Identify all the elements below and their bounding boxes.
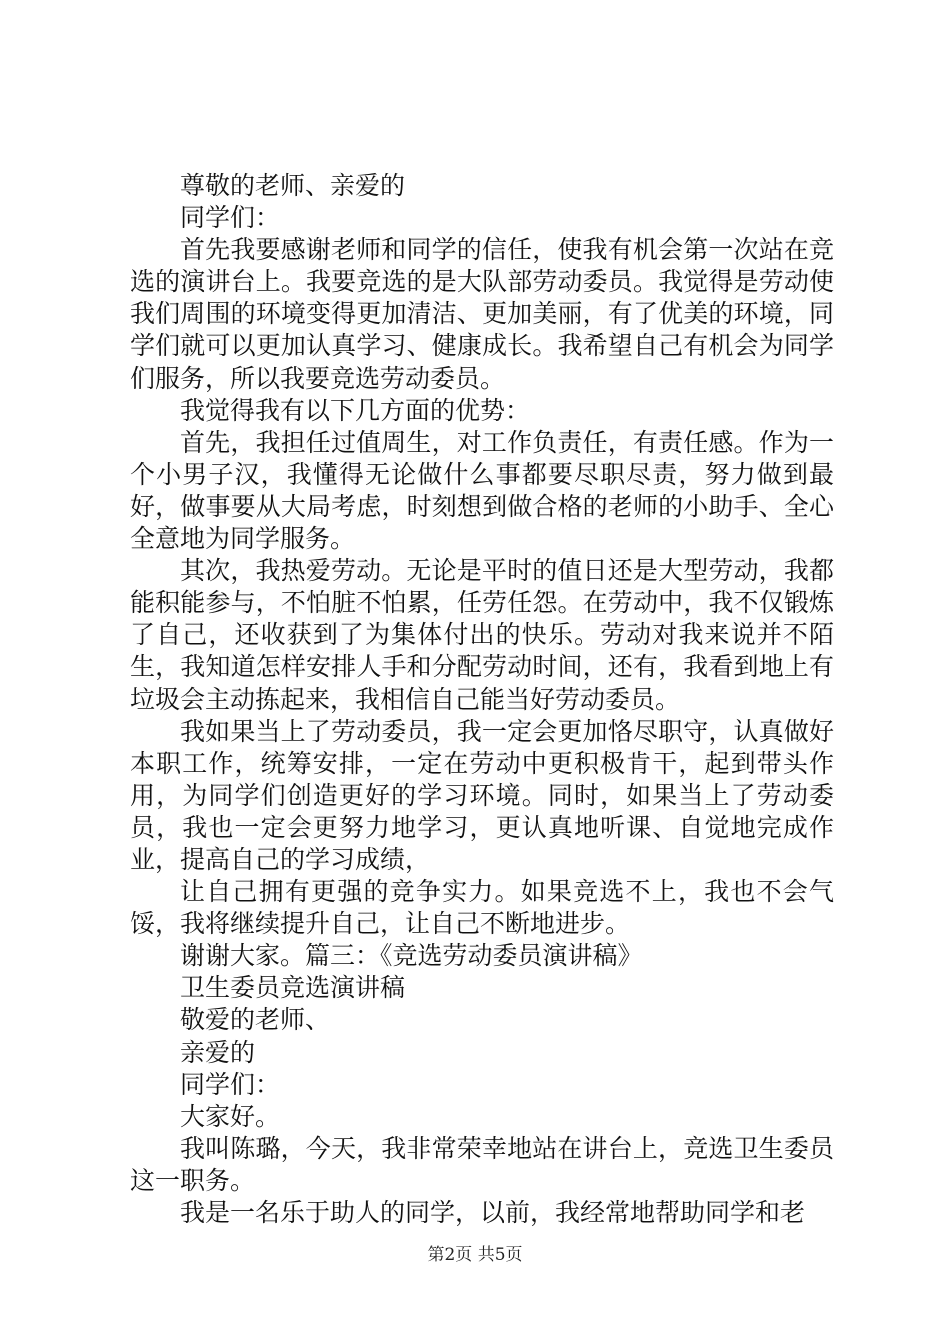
paragraph-9: 谢谢大家。篇三：《竞选劳动委员演讲稿》 bbox=[180, 941, 643, 971]
paragraph-4: 我觉得我有以下几方面的优势： bbox=[180, 395, 531, 425]
paragraph-14: 大家好。 bbox=[180, 1101, 281, 1131]
paragraph-2: 同学们： bbox=[180, 203, 281, 233]
paragraph-5: 首先，我担任过值周生，对工作负责任，有责任感。作为一个小男子汉，我懂得无论做什么事都要尽职尽责，努力做到最好，做事要从大局考虑，时刻想到做合格的老师的小助手、全心全意地为同学服务。 bbox=[130, 427, 834, 554]
paragraph-15: 我叫陈璐，今天，我非常荣幸地站在讲台上，竞选卫生委员这一职务。 bbox=[130, 1133, 834, 1195]
document-body bbox=[130, 170, 834, 1229]
paragraph-6: 其次，我热爱劳动。无论是平时的值日还是大型劳动，我都能积能参与，不怕脏不怕累，任劳任怨。在劳动中，我不仅锻炼了自己，还收获到了为集体付出的快乐。劳动对我来说并不陌生，我知道怎样安排人手和分配劳动时间，还有，我看到地上有垃圾会主动拣起来，我相信自己能当好劳动委员。 bbox=[130, 556, 834, 714]
paragraph-13: 同学们： bbox=[180, 1069, 281, 1099]
paragraph-16: 我是一名乐于助人的同学，以前，我经常地帮助同学和老 bbox=[180, 1198, 806, 1227]
paragraph-7: 我如果当上了劳动委员，我一定会更加恪尽职守，认真做好本职工作，统筹安排，一定在劳动中更积极肯干，起到带头作用，为同学们创造更好的学习环境。同时，如果当上了劳动委员，我也一定会更努力地学习，更认真地听课、自觉地完成作业，提高自己的学习成绩， bbox=[130, 716, 834, 874]
paragraph-3: 首先我要感谢老师和同学的信任，使我有机会第一次站在竞选的演讲台上。我要竞选的是大队部劳动委员。我觉得是劳动使我们周围的环境变得更加清洁、更加美丽，有了优美的环境，同学们就可以更加认真学习、健康成长。我希望自己有机会为同学们服务，所以我要竞选劳动委员。 bbox=[130, 235, 834, 393]
paragraph-8: 让自己拥有更强的竞争实力。如果竞选不上，我也不会气馁，我将继续提升自己，让自己不断地进步。 bbox=[130, 877, 834, 939]
paragraph-1: 尊敬的老师、亲爱的 bbox=[180, 171, 406, 200]
paragraph-11: 敬爱的老师、 bbox=[180, 1005, 331, 1035]
paragraph-10: 卫生委员竞选演讲稿 bbox=[180, 973, 406, 1003]
page-number-footer: 第2页 共5页 bbox=[427, 1245, 523, 1265]
paragraph-12: 亲爱的 bbox=[180, 1037, 256, 1067]
